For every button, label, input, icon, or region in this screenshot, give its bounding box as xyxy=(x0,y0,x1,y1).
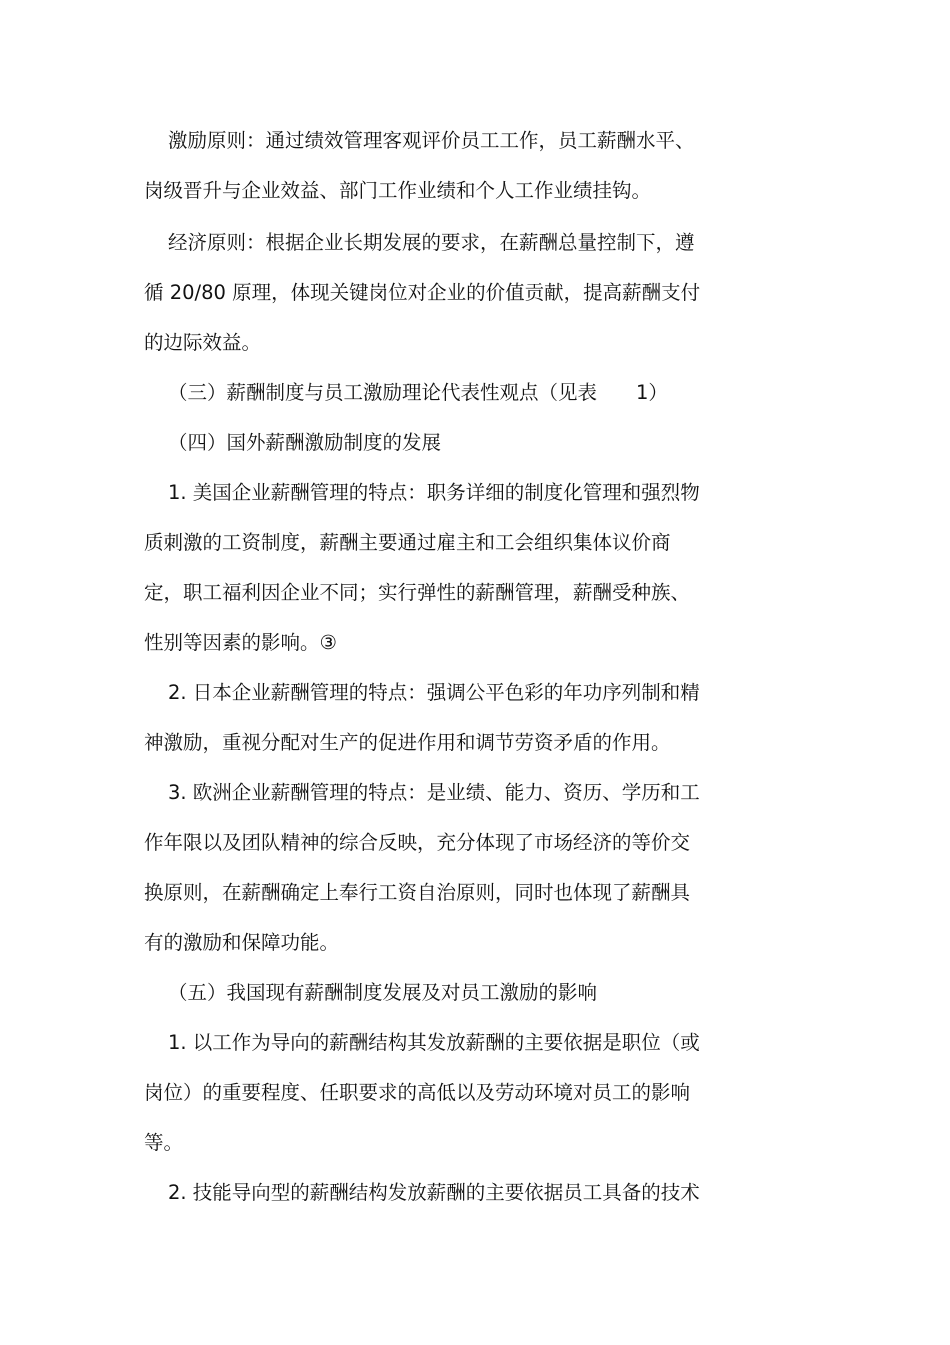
section-heading: （五）我国现有薪酬制度发展及对员工激励的影响 xyxy=(168,981,598,1004)
section-heading: （四）国外薪酬激励制度的发展 xyxy=(168,431,442,454)
text-line: 岗级晋升与企业效益、部门工作业绩和个人工作业绩挂钩。 xyxy=(144,179,652,202)
text-line: 激励原则：通过绩效管理客观评价员工工作，员工薪酬水平、 xyxy=(168,129,695,152)
text-line: 3. 欧洲企业薪酬管理的特点：是业绩、能力、资历、学历和工 xyxy=(168,781,700,804)
text-line: 2. 技能导向型的薪酬结构发放薪酬的主要依据员工具备的技术 xyxy=(168,1181,700,1204)
text-line: 1. 美国企业薪酬管理的特点：职务详细的制度化管理和强烈物 xyxy=(168,481,700,504)
text-line: 神激励，重视分配对生产的促进作用和调节劳资矛盾的作用。 xyxy=(144,731,671,754)
text-line: 换原则，在薪酬确定上奉行工资自治原则，同时也体现了薪酬具 xyxy=(144,881,691,904)
text-line: 作年限以及团队精神的综合反映，充分体现了市场经济的等价交 xyxy=(144,831,691,854)
text-line: 性别等因素的影响。③ xyxy=(144,631,337,654)
text-line: 的边际效益。 xyxy=(144,331,262,354)
text-line: 等。 xyxy=(144,1131,184,1154)
text-line: 质刺激的工资制度，薪酬主要通过雇主和工会组织集体议价商 xyxy=(144,531,671,554)
text-line: 有的激励和保障功能。 xyxy=(144,931,340,954)
text-line: 岗位）的重要程度、任职要求的高低以及劳动环境对员工的影响 xyxy=(144,1081,691,1104)
text-line: 2. 日本企业薪酬管理的特点：强调公平色彩的年功序列制和精 xyxy=(168,681,700,704)
text-line: 定，职工福利因企业不同；实行弹性的薪酬管理，薪酬受种族、 xyxy=(144,581,691,604)
text-line: 经济原则：根据企业长期发展的要求，在薪酬总量控制下，遵 xyxy=(168,231,695,254)
text-line: 1. 以工作为导向的薪酬结构其发放薪酬的主要依据是职位（或 xyxy=(168,1031,700,1054)
text-line: 循 20/80 原理，体现关键岗位对企业的价值贡献，提高薪酬支付 xyxy=(144,281,701,304)
section-heading: （三）薪酬制度与员工激励理论代表性观点（见表 1） xyxy=(168,381,668,404)
